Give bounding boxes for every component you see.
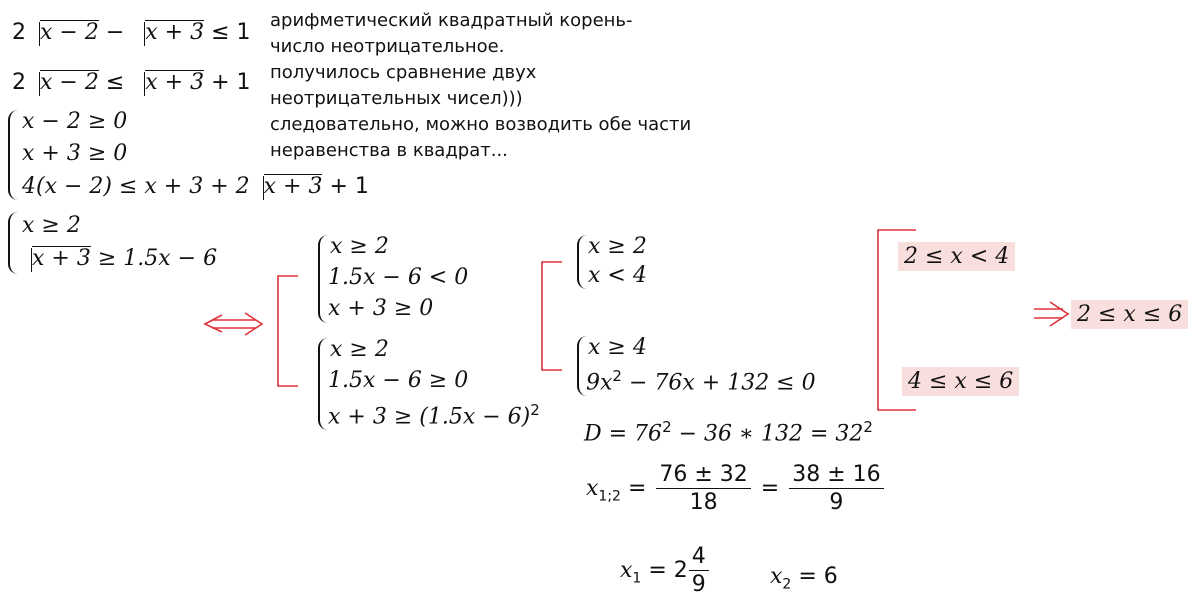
final-answer: 2 ≤ x ≤ 6 <box>1071 300 1188 329</box>
subscript: 2 <box>782 576 792 593</box>
exponent: 2 <box>530 401 540 419</box>
denominator: 18 <box>689 490 718 515</box>
denominator: 9 <box>691 572 706 597</box>
exponent: 2 <box>612 367 622 385</box>
sys1-line2: x + 3 ≥ 0 <box>22 141 128 166</box>
caseB-line2: 1.5x − 6 ≥ 0 <box>328 368 469 393</box>
minus: − <box>98 20 132 45</box>
term: 9x <box>586 370 613 396</box>
numerator: 38 ± 16 <box>789 464 883 489</box>
numerator: 4 <box>689 546 709 571</box>
sys1-line1: x − 2 ≥ 0 <box>22 109 128 134</box>
radicand: x − 2 <box>40 70 99 95</box>
denominator: 9 <box>829 490 844 515</box>
subscript: 1;2 <box>598 488 621 505</box>
note-line: число неотрицательное. <box>270 36 505 57</box>
radicand: x + 3 <box>145 70 205 95</box>
discriminant <box>584 420 873 445</box>
part: D = 76 <box>584 421 663 447</box>
plus-one: + 1 <box>322 174 369 199</box>
implies-arrow-icon <box>1034 302 1068 326</box>
resA-line1: x ≥ 2 <box>588 234 647 259</box>
caseA-brace <box>318 235 328 323</box>
expr: 4(x − 2) ≤ x + 3 + 2 <box>22 174 250 199</box>
coef: 2 <box>12 20 26 45</box>
exponent: 2 <box>662 418 672 436</box>
rhs: ≥ 1.5x − 6 <box>90 246 218 271</box>
fraction-1 <box>656 464 750 514</box>
equals: = <box>641 558 674 583</box>
roots-formula <box>586 464 887 514</box>
radicand: x + 3 <box>145 20 205 45</box>
rest: − 76x + 132 ≤ 0 <box>621 370 816 396</box>
rhs: ≤ 1 <box>204 20 251 45</box>
part: − 36 ∗ 132 = 32 <box>671 421 864 447</box>
equals: = <box>753 476 787 501</box>
caseB-line1: x ≥ 2 <box>330 337 389 362</box>
coef: 2 <box>12 70 26 95</box>
sys2-line1: x ≥ 2 <box>22 213 81 238</box>
caseA-line1: x ≥ 2 <box>330 234 389 259</box>
equivalence-arrow-icon <box>205 313 262 335</box>
fraction-2 <box>789 464 883 514</box>
caseA-line2: 1.5x − 6 < 0 <box>328 265 469 290</box>
interval-A: 2 ≤ x < 4 <box>898 242 1015 271</box>
caseB-line3 <box>328 403 540 428</box>
var: x <box>620 558 633 583</box>
exponent: 2 <box>863 418 873 436</box>
numerator: 76 ± 32 <box>656 464 750 489</box>
resB-line1: x ≥ 4 <box>588 335 647 360</box>
var: x <box>770 564 783 589</box>
expr: x + 3 ≥ (1.5x − 6) <box>328 404 531 430</box>
root-x1 <box>620 546 712 596</box>
union-bracket-2 <box>542 262 562 370</box>
radicand: x − 2 <box>40 20 99 45</box>
note-line: неотрицательных чисел))) <box>270 88 523 109</box>
radicand: x + 3 <box>263 174 323 199</box>
note-line: неравенства в квадрат... <box>270 140 508 161</box>
value: 6 <box>823 564 838 589</box>
note-line: получилось сравнение двух <box>270 62 537 83</box>
radicand: x + 3 <box>32 246 91 271</box>
interval-B: 4 ≤ x ≤ 6 <box>902 367 1019 396</box>
arrow-right-text <box>0 0 2 1</box>
whole: 2 <box>673 558 688 583</box>
note-line: арифметический квадратный корень- <box>270 10 633 31</box>
mixed-fraction <box>689 546 709 596</box>
equals: = <box>791 564 824 589</box>
caseB-brace <box>318 338 328 430</box>
leq: ≤ <box>98 70 132 95</box>
note-line: следовательно, можно возводить обе части <box>270 114 692 135</box>
resA-brace <box>577 235 587 289</box>
union-bracket-1 <box>278 276 298 386</box>
equals: = <box>620 476 654 501</box>
root-x2 <box>770 566 838 591</box>
resA-line2: x < 4 <box>588 263 647 288</box>
subscript: 1 <box>632 570 642 587</box>
plus-one: + 1 <box>204 70 251 95</box>
var: x <box>586 476 599 501</box>
caseA-line3: x + 3 ≥ 0 <box>328 296 434 321</box>
resB-line2 <box>586 369 816 394</box>
